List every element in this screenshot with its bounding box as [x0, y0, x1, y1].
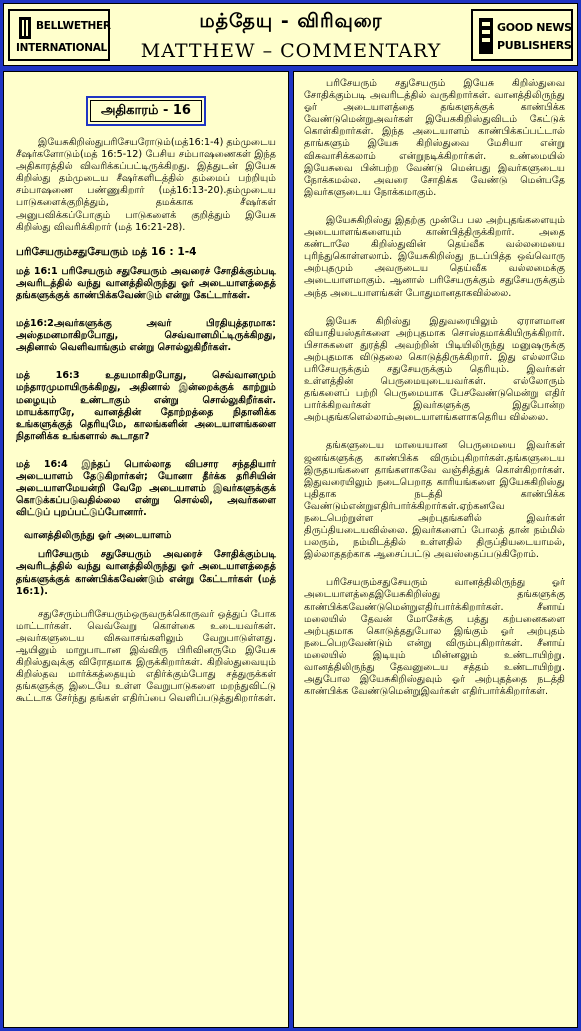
chapter-box [86, 96, 206, 126]
verse-16-1-quote: பரிசேயரும் சதுசேயரும் அவரைச் சோதிக்கும்படி அவரிடத்தில் வந்து வானத்திலிருந்து ஓர் அடையாளத்தைத் தங்களுக்குக் காண்பிக்கவேண்டும் என்று கேட்டார்கள் (மத் 16:1). [16, 549, 276, 597]
shepherd-icon [16, 15, 34, 41]
verse-16-1: மத் 16:1 பரிசேயரும் சதுசேயரும் அவரைச் சோதிக்கும்படி அவரிடத்தில் வந்து வானத்திலிருந்து ஓர் அடையாளத்தைத் தங்களுக்குக் காண்பிக்கவேண்டும் என்று கேட்டார்கள். [16, 265, 276, 301]
verse-16-4: மத் 16:4 இந்தப் பொல்லாத விபசார சந்ததியார் அடையாளம் தேடுகிறார்கள்; யோனா தீர்க்க தரிசியின் அடையாளமேயன்றி வேறே அடையாளம் இவர்களுக்குக் கொடுக்கப்படுவதில்லை என்று சொல்லி, அவர்களை விட்டுப் புறப்பட்டுப்போனார். [16, 458, 276, 519]
commentary-paragraph-5: பரிசேயரும்சதுசேயரும் வானத்திலிருந்து ஓர் அடையாளத்தைஇயேசுகிறிஸ்து தங்களுக்கு காண்பிக்கவேண்டுமென்றுஎதிர்பார்க்கிறார்கள். சீனாய் மலையில் தேவன் மோசேக்கு பத்து கற்பனைகளை அற்புதமாக கொடுத்ததுபோல இங்கும் ஓர் அற்புதம் நடைபெறவேண்டும் என்று விரும்புகிறார்கள். சீனாய் மலையில் இடியும் மின்னலும் உண்டாயிற்று. வானத்திலிருந்து தேவனுடைய சத்தம் உண்டாயிற்று. அதுபோல இயேசுகிறிஸ்துவும் ஓர் அற்புதத்தை நடத்தி காண்பிக்க வேண்டுமென்றுஇவர்கள் எதிர்பார்க்கிறார்கள். [304, 577, 565, 698]
header [3, 3, 578, 66]
logo-line-2: INTERNATIONAL [16, 42, 107, 54]
chapter-title: அதிகாரம் - 16 [101, 103, 191, 118]
subheading-sign-from-heaven: வானத்திலிருந்து ஓர் அடையாளம் [24, 530, 172, 542]
commentary-paragraph-1: பரிசேயரும் சதுசேயரும் இயேசு கிறிஸ்துவை சோதிக்கும்படி அவரிடத்தில் வருகிறார்கள். வானத்திலிருந்து ஓர் அடையாளத்தை தங்களுக்குக் காண்பிக்க வேண்டுமென்றுஅவர்கள் இயேசுகிறிஸ்துவிடம் கேட்டுக் கொள்கிறார்கள். இந்த அடையாளம் காண்பிக்கப்பட்டால் தாங்களும் இயேசு கிறிஸ்துவை மேசியா என்று விசுவாசிக்கலாம் என்றுநடிக்கிறார்கள். உண்மையில் இயேசுவை பின்பற்ற வேண்டு மென்பது இவர்களுடைய நோக்கமல்ல. அவரை சோதிக்க வேண்டு மென்பதே இவர்களுடைய நோக்கமாகும். [304, 78, 565, 198]
left-column [3, 71, 289, 1028]
intro-paragraph: இயேசுகிறிஸ்துபரிசேயரோடும்(மத்16:1-4) தம்முடைய சீஷர்களோடும்(மத் 16:5-12) பேசிய சம்பாஷணைகள் இந்த அதிகாரத்தில் விவரிக்கப்பட்டிருக்கிறது. இத்துடன் இயேசு கிறிஸ்து தம்முடைய சீஷர்களிடத்தில் தம்மைப் பற்றியும் சம்பாஷணை பண்ணுகிறார் (மத்16:13-20).தம்முடைய பாடுகளைக்குறித்தும், தமக்காக சீஷர்கள் அனுபவிக்கப்போகும் பாடுகளைக் குறித்தும் இயேசு கிறிஸ்து விவரிக்கிறார் (மத் 16:21-28). [16, 137, 276, 233]
good-news-logo [471, 9, 573, 61]
verse-16-2: மத்16:2அவர்களுக்கு அவர் பிரதியுத்தரமாக: அஸ்தமனமாகிறபோது, செவ்வானமிட்டிருக்கிறது, அதினால் வெளிவாங்கும் என்று சொல்லுகிறீர்கள். [16, 318, 276, 354]
commentary-paragraph-4: தங்களுடைய மாயையான பெருமையை இவர்கள் ஜனங்களுக்கு காண்பிக்க விரும்புகிறார்கள்.தங்களுடைய இருதயங்களை தாங்களாகவே வஞ்சித்துக் கொள்கிறார்கள். இதுவரையிலும் நடைபெறாத காரியங்களை இயேசுகிறிஸ்து புதிதாக நடத்தி காண்பிக்க வேண்டும்என்றுஎதிர்பார்க்கிறார்கள்.ஏற்கனவே நடைபெற்றுள்ள அற்புதங்களில் இவர்கள் திருப்தியடையவில்லை. இவர்களைப் போலத் தான் நம்மில் பலரும், நம்மிடத்தில் உள்ளதில் திருப்தியடையாமல், இல்லாததற்காக ஆசைப்பட்டு அவஸ்தைப்படுகிறோம். [304, 440, 565, 561]
verse-16-3: மத் 16:3 உதயமாகிறபோது, செவ்வானமும் மந்தாரமுமாயிருக்கிறது, அதினால் இன்றைக்குக் காற்றும் மழையும் உண்டாகும் என்று சொல்லுகிறீர்கள். மாயக்காரரே, வானத்தின் தோற்றத்தை நிதானிக்க உங்களுக்குத் தெரியுமே, காலங்களின் அடையாளங்களை நிதானிக்க உங்களால் கூடாதா? [16, 370, 276, 442]
bellwether-logo [8, 9, 110, 61]
section-heading: பரிசேயரும்சதுசேயரும் மத் 16 : 1-4 [16, 245, 197, 258]
logo-line-1: GOOD NEWS [497, 21, 572, 34]
book-icon [477, 16, 495, 56]
commentary-paragraph-2: இயேசுகிறிஸ்து இதற்கு முன்பே பல அற்புதங்களையும் அடையாளங்களையும் காண்பித்திருக்கிறார். அதை கண்டாலே கிறிஸ்துவின் தெய்வீக வல்லமையை புரிந்துகொள்ளலாம். இயேசுகிறிஸ்து நடப்பித்த ஒவ்வொரு அற்புதமும் அவருடைய தெய்வீக வல்லமைக்கு அடையாளமாகும். ஆனால் பரிசேயருக்கும் சதுசேயருக்கும் அந்த அடையாளங்கள் போதுமானதாகவில்லை. [304, 214, 565, 299]
logo-line-2: PUBLISHERS [497, 39, 572, 52]
commentary-paragraph-3: இயேசு கிறிஸ்து இதுவரையிலும் ஏராளமான வியாதியஸ்தர்களை அற்புதமாக சொஸ்தமாக்கியிருக்கிறார். பிசாசுகளை துரத்தி அவற்றின் பிடியிலிருந்து மனுஷருக்கு அற்புதமாக விடுதலை கொடுத்திருக்கிறார். இது எல்லாமே பரிசேயருக்கும் சதுசேயருக்கும் தெரியும். இவர்கள் உள்ளத்தின் பெருமையுடையவர்கள். எல்லோரும் தங்களைப் பற்றி பெருமையாக பேசவேண்டுமென்று எதிர் பார்க்கிறவர்கள் இவர்களுக்கு இதுபோன்ற அற்புதங்களெல்லாம்அடையாளங்களாகதெரிய வில்லை. [304, 315, 565, 424]
commentary-paragraph: சதுசேரும்பரிசேயரும்ஒருவருக்கொருவர் ஒத்துப் போக மாட்டார்கள். வெவ்வேறு கொள்கை உடையவர்கள். அவர்களுடைய விசுவாசங்களிலும் வேறுபாடுள்ளது. ஆயினும் மாறுபாடான இவ்விரு பிரிவினருமே இயேசு கிறிஸ்துவுக்கு விரோதமாக இருக்கிறார்கள். கிறிஸ்துவையும் கிறிஸ்தவ மார்க்கத்தையும் எதிர்க்கும்போது சத்துருக்கள் தங்களுக்கு இடையே உள்ள வேறுபாடுகளை மறந்துவிட்டு கூட்டாக சேர்ந்து தங்கள் எதிர்ப்பை வெளிப்படுத்துகிறார்கள். [16, 608, 276, 705]
title-tamil: மத்தேயு - விரிவுரை [199, 10, 383, 32]
title-english: MATTHEW – COMMENTARY [140, 40, 442, 62]
logo-line-1: BELLWETHER [36, 20, 111, 32]
right-column [293, 71, 578, 1028]
